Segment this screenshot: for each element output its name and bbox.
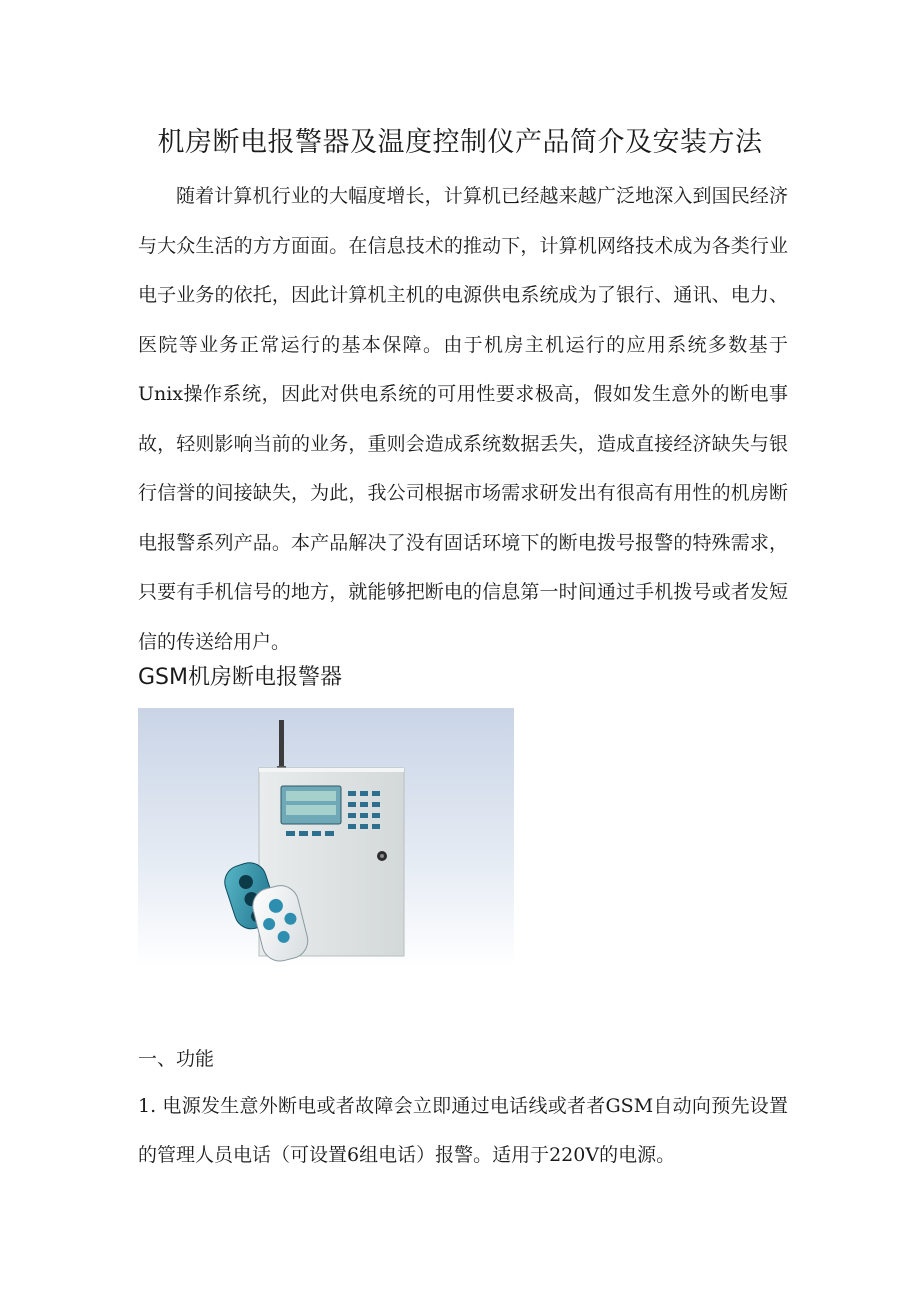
function-item-1: 1. 电源发生意外断电或者故障会立即通过电话线或者者GSM自动向预先设置的管理人员电话（可设置6组电话）报警。适用于220V的电源。 [138,1095,788,1166]
product-image [138,708,514,968]
section-heading: GSM机房断电报警器 [138,665,342,690]
gsm-alarm-device-illustration [138,708,514,968]
function-heading: 一、功能 [138,1048,215,1070]
intro-paragraph: 随着计算机行业的大幅度增长，计算机已经越来越广泛地深入到国民经济与大众生活的方方面面。在信息技术的推动下，计算机网络技术成为各类行业电子业务的依托，因此计算机主机的电源供电系统成为了银行、通讯、电力、医院等业务正常运行的基本保障。由于机房主机运行的应用系统多数基于Unix操作系统，因此对供电系统的可用性要求极高，假如发生意外的断电事故，轻则影响当前的业务，重则会造成系统数据丢失，造成直接经济缺失与银行信誉的间接缺失，为此，我公司根据市场需求研发出有很高有用性的机房断电报警系列产品。本产品解决了没有固话环境下的断电拨号报警的特殊需求，只要有手机信号的地方，就能够把断电的信息第一时间通过手机拨号或者发短信的传送给用户。 [138,185,788,653]
document-title: 机房断电报警器及温度控制仪产品简介及安装方法 [157,127,763,158]
